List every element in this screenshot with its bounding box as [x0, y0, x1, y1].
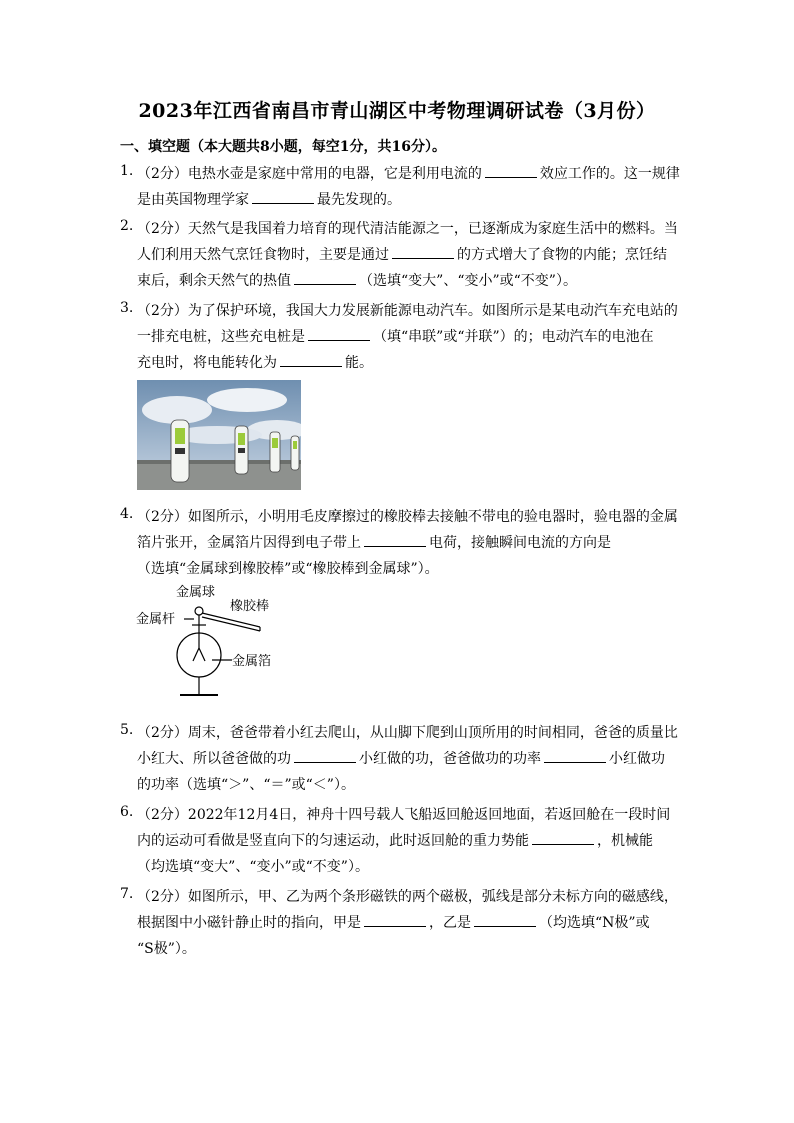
- question-line: 人们利用天然气烹饪食物时，主要是通过 的方式增大了食物的内能；烹饪结: [137, 244, 667, 264]
- question-line: （2分）2022年12月4日，神舟十四号载人飞船返回舱返回地面，若返回舱在一段时间: [137, 807, 671, 823]
- metal-foil-left: [193, 648, 199, 661]
- charging-station-photo: [137, 380, 301, 490]
- answer-blank[interactable]: [392, 244, 454, 259]
- question-number: 7.: [120, 886, 134, 902]
- section-heading: 一、填空题（本大题共8小题，每空1分，共16分）。: [120, 139, 446, 155]
- answer-blank[interactable]: [474, 912, 536, 927]
- question-line: 充电时，将电能转化为 能。: [137, 352, 373, 372]
- label-rubber-rod: 橡胶棒: [230, 599, 270, 614]
- answer-blank[interactable]: [532, 830, 594, 845]
- question-line: 一排充电桩，这些充电桩是 （填“串联”或“并联”）的；电动汽车的电池在: [137, 326, 654, 346]
- question-line: 根据图中小磁针静止时的指向，甲是 ，乙是 （均选填“N极”或: [137, 912, 650, 932]
- question-number: 4.: [120, 506, 134, 522]
- question-line: （2分）如图所示，甲、乙为两个条形磁铁的两个磁极，弧线是部分未标方向的磁感线，: [137, 889, 678, 905]
- question-line: 内的运动可看做是竖直向下的匀速运动，此时返回舱的重力势能 ，机械能: [137, 830, 653, 850]
- question-line: （2分）为了保护环境，我国大力发展新能源电动汽车。如图所示是某电动汽车充电站的: [137, 303, 678, 319]
- answer-blank[interactable]: [544, 748, 606, 763]
- answer-blank[interactable]: [485, 163, 537, 178]
- question-line: 小红大、所以爸爸做的功 小红做的功，爸爸做功的功率 小红做功: [137, 748, 665, 768]
- question-line: （2分）如图所示，小明用毛皮摩擦过的橡胶棒去接触不带电的验电器时，验电器的金属: [137, 509, 678, 525]
- question-line: 箔片张开，金属箔片因得到电子带上 电荷，接触瞬间电流的方向是: [137, 532, 611, 552]
- question-line: （选填“金属球到橡胶棒”或“橡胶棒到金属球”）。: [137, 561, 439, 577]
- answer-blank[interactable]: [294, 748, 356, 763]
- question-line: （2分）天然气是我国着力培育的现代清洁能源之一，已逐渐成为家庭生活中的燃料。当: [137, 221, 678, 237]
- question-line: “S极”）。: [137, 941, 196, 957]
- answer-blank[interactable]: [252, 189, 314, 204]
- answer-blank[interactable]: [308, 326, 370, 341]
- question-number: 2.: [120, 218, 134, 234]
- question-number: 3.: [120, 300, 134, 316]
- page-title: 2023年江西省南昌市青山湖区中考物理调研试卷（3月份）: [138, 100, 656, 122]
- metal-ball: [195, 607, 203, 615]
- answer-blank[interactable]: [364, 532, 426, 547]
- question-number: 6.: [120, 804, 134, 820]
- label-metal-rod: 金属杆: [136, 612, 176, 627]
- label-metal-ball: 金属球: [176, 585, 216, 600]
- question-line: （均选填“变大”、“变小”或“不变”）。: [137, 859, 369, 875]
- question-number: 5.: [120, 722, 134, 738]
- question-line: 是由英国物理学家 最先发现的。: [137, 189, 401, 209]
- electroscope-diagram: [136, 583, 286, 708]
- question-line: （2分）周末，爸爸带着小红去爬山，从山脚下爬到山顶所用的时间相同，爸爸的质量比: [137, 725, 678, 741]
- answer-blank[interactable]: [294, 270, 356, 285]
- rubber-rod: [202, 613, 260, 627]
- answer-blank[interactable]: [280, 352, 342, 367]
- label-metal-foil: 金属箔: [232, 654, 272, 669]
- metal-foil-right: [199, 648, 205, 661]
- question-line: （2分）电热水壶是家庭中常用的电器，它是利用电流的 效应工作的。这一规律: [137, 163, 680, 183]
- answer-blank[interactable]: [364, 912, 426, 927]
- question-number: 1.: [120, 163, 134, 179]
- question-line: 束后，剩余天然气的热值 （选填“变大”、“变小”或“不变”）。: [137, 270, 577, 290]
- question-line: 的功率（选填“＞”、“＝”或“＜”）。: [137, 777, 355, 793]
